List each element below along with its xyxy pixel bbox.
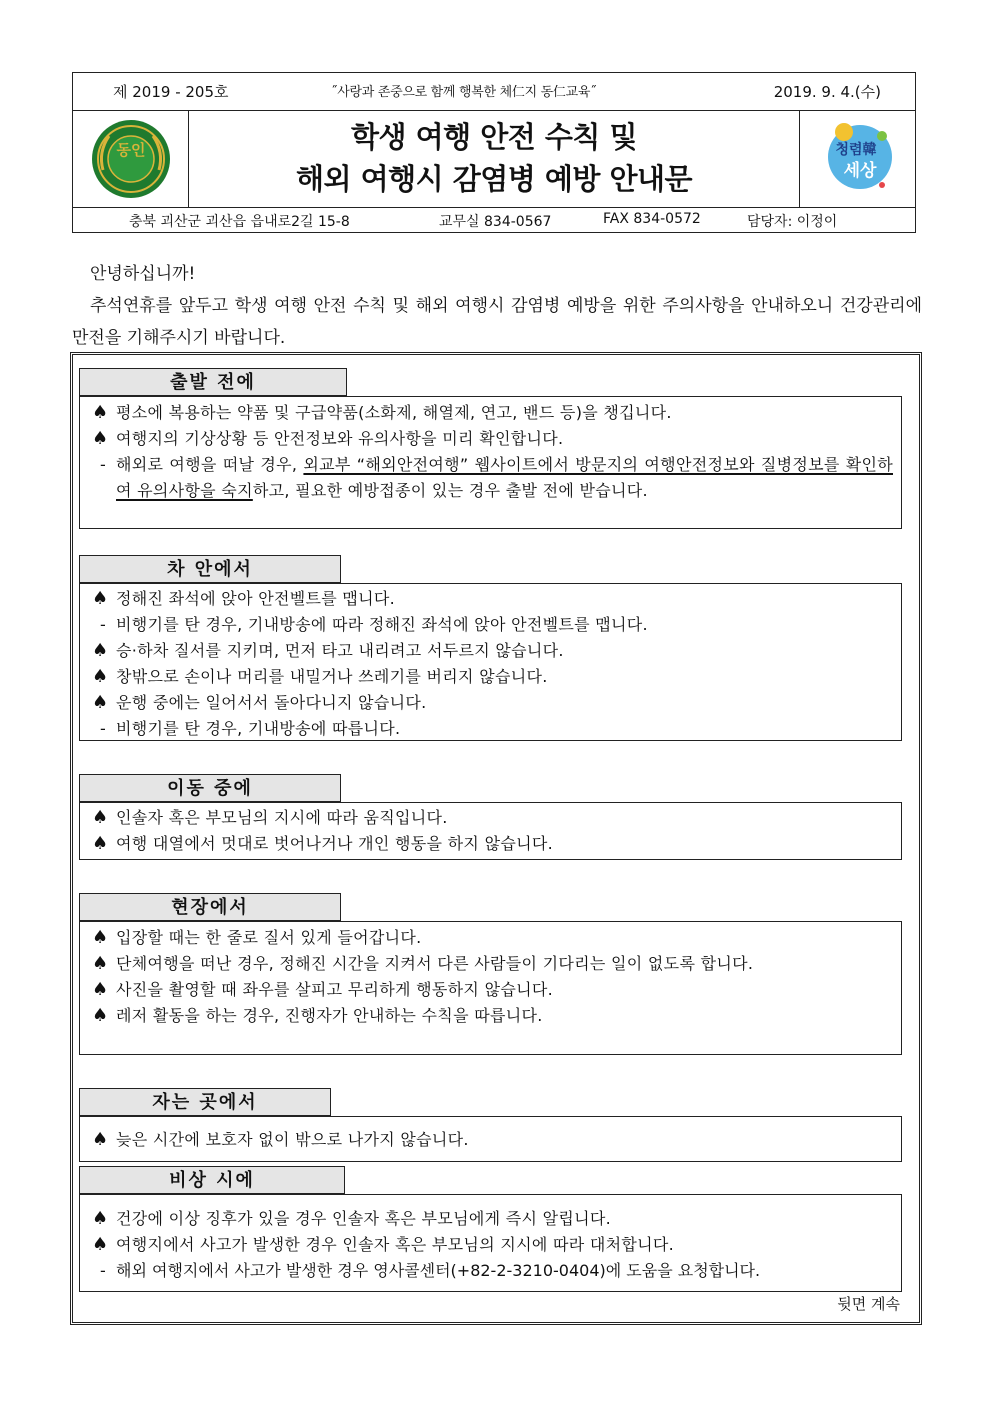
spade-bullet-icon: ♠ [92, 428, 109, 449]
spade-bullet-icon: ♠ [92, 927, 109, 948]
spade-bullet-icon: ♠ [92, 1208, 109, 1229]
title-line-2: 해외 여행시 감염병 예방 안내문 [295, 162, 693, 196]
sub-item: - 비행기를 탄 경우, 기내방송에 따라 정해진 좌석에 앉아 안전벨트를 맵니다. [80, 612, 901, 638]
list-item: ♠ 건강에 이상 징후가 있을 경우 인솔자 혹은 부모님에게 즉시 알립니다. [80, 1206, 901, 1232]
list-item: ♠ 평소에 복용하는 약품 및 구급약품(소화제, 해열제, 연고, 밴드 등)을 챙깁니다. [80, 400, 901, 426]
campaign-text-1: 청렴韓 [835, 142, 877, 158]
intro-text [72, 258, 922, 354]
spade-bullet-icon: ♠ [92, 807, 109, 828]
spade-bullet-icon: ♠ [92, 833, 109, 854]
logo-text: 동인 [116, 141, 146, 159]
section-box-car [79, 583, 902, 741]
section-box-before [79, 396, 902, 529]
integrity-campaign-icon [800, 110, 916, 207]
issue-date: 2019. 9. 4.(수) [773, 83, 881, 101]
school-logo [73, 110, 189, 207]
spade-bullet-icon: ♠ [92, 1005, 109, 1026]
section-box-moving [79, 802, 902, 860]
spade-bullet-icon: ♠ [92, 666, 109, 687]
school-motto: ˝사랑과 존중으로 함께 행복한 체仁지 동仁교육˝ [331, 85, 597, 100]
list-item: ♠ 정해진 좌석에 앉아 안전벨트를 맵니다. [80, 586, 901, 612]
issue-number: 제 2019 - 205호 [113, 83, 229, 101]
letter-header [72, 72, 916, 233]
dash-bullet: - [100, 615, 107, 634]
list-item: ♠ 단체여행을 떠난 경우, 정해진 시간을 지켜서 다른 사람들이 기다리는 일이 없도록 합니다. [80, 951, 901, 977]
sub-item: - 비행기를 탄 경우, 기내방송에 따릅니다. [80, 716, 901, 742]
dash-bullet: - [100, 455, 107, 474]
list-item: ♠ 여행지의 기상상황 등 안전정보와 유의사항을 미리 확인합니다. [80, 426, 901, 452]
list-item: ♠ 여행 대열에서 멋대로 벗어나거나 개인 행동을 하지 않습니다. [80, 831, 901, 857]
header-contact-row [73, 207, 915, 233]
spade-bullet-icon: ♠ [92, 953, 109, 974]
spade-bullet-icon: ♠ [92, 588, 109, 609]
dash-bullet: - [100, 1261, 106, 1280]
spade-bullet-icon: ♠ [92, 979, 109, 1000]
intro-body: 추석연휴를 앞두고 학생 여행 안전 수칙 및 해외 여행시 감염병 예방을 위한 주의사항을 안내하오니 건강관리에 만전을 기해주시기 바랍니다. [72, 296, 922, 348]
underlined-notice: 외교부 “해외안전여행” 웹사이트에서 방문지의 여행안전정보와 질병정보를 확인하여 유의사항을 숙지 [116, 455, 893, 500]
header-title-row [73, 110, 915, 208]
spade-bullet-icon: ♠ [92, 692, 109, 713]
list-item: ♠ 입장할 때는 한 줄로 질서 있게 들어갑니다. [80, 925, 901, 951]
list-item: ♠ 사진을 촬영할 때 좌우를 살피고 무리하게 행동하지 않습니다. [80, 977, 901, 1003]
section-title-before: 출발 전에 [79, 368, 347, 396]
sub-item: - 해외로 여행을 떠날 경우, 외교부 “해외안전여행” 웹사이트에서 방문지의 여행안전정보와 질병정보를 확인하여 유의사항을 숙지하고, 필요한 예방접종이 있는 경우 출발 전에 받습니다. [80, 452, 901, 504]
campaign-text-2: 세상 [843, 161, 877, 181]
list-item: ♠ 여행지에서 사고가 발생한 경우 인솔자 혹은 부모님의 지시에 따라 대처합니다. [80, 1232, 901, 1258]
section-box-sleep [79, 1116, 902, 1162]
section-title-moving: 이동 중에 [79, 774, 341, 802]
list-item: ♠ 창밖으로 손이나 머리를 내밀거나 쓰레기를 버리지 않습니다. [80, 664, 901, 690]
header-top-row [73, 73, 915, 111]
list-item: ♠ 레저 활동을 하는 경우, 진행자가 안내하는 수칙을 따릅니다. [80, 1003, 901, 1029]
school-emblem-icon [73, 110, 189, 207]
section-title-site: 현장에서 [79, 893, 341, 921]
title-line-1: 학생 여행 안전 수칙 및 [350, 120, 637, 154]
office-phone: 교무실 834-0567 [439, 214, 552, 230]
list-item: ♠ 승·하차 질서를 지키며, 먼저 타고 내리려고 서두르지 않습니다. [80, 638, 901, 664]
campaign-logo [799, 110, 915, 207]
fax-number: FAX 834-0572 [603, 211, 701, 227]
section-title-emergency: 비상 시에 [79, 1166, 345, 1194]
list-item: ♠ 운행 중에는 일어서서 돌아다니지 않습니다. [80, 690, 901, 716]
spade-bullet-icon: ♠ [92, 1234, 109, 1255]
section-title-car: 차 안에서 [79, 555, 341, 583]
section-box-emergency [79, 1194, 902, 1292]
school-address: 충북 괴산군 괴산읍 읍내로2길 15-8 [129, 214, 350, 230]
section-title-sleep: 자는 곳에서 [79, 1088, 331, 1116]
spade-bullet-icon: ♠ [92, 402, 109, 423]
continued-note: 뒷면 계속 [837, 1295, 900, 1313]
list-item: ♠ 늦은 시간에 보호자 없이 밖으로 나가지 않습니다. [80, 1127, 901, 1153]
sub-item: - 해외 여행지에서 사고가 발생한 경우 영사콜센터(+82-2-3210-0404)에 도움을 요청합니다. [80, 1258, 901, 1284]
section-box-site [79, 921, 902, 1055]
contact-person: 담당자: 이정이 [747, 214, 838, 230]
spade-bullet-icon: ♠ [92, 1129, 109, 1150]
spade-bullet-icon: ♠ [92, 640, 109, 661]
page-title [189, 110, 799, 207]
list-item: ♠ 인솔자 혹은 부모님의 지시에 따라 움직입니다. [80, 805, 901, 831]
greeting: 안녕하십니까! [90, 264, 196, 284]
dash-bullet: - [100, 719, 107, 738]
